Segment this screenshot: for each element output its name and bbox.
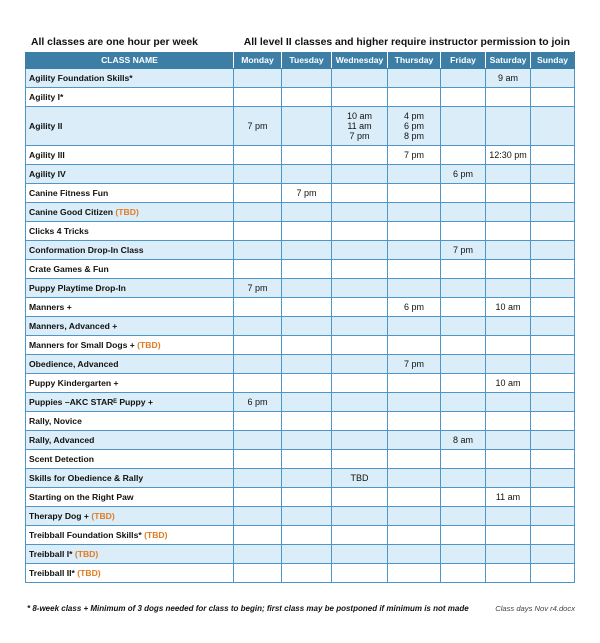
schedule-cell-sunday (531, 431, 575, 450)
table-row (26, 526, 575, 545)
schedule-cell-sunday (531, 107, 575, 146)
schedule-cell-thursday (388, 184, 441, 203)
schedule-cell-tuesday (282, 488, 332, 507)
time-entry: 6 pm (403, 121, 424, 131)
schedule-cell-tuesday (282, 507, 332, 526)
schedule-cell-wednesday (332, 279, 388, 298)
schedule-cell-saturday (486, 241, 531, 260)
schedule-cell-tuesday (282, 107, 332, 146)
class-name-cell (26, 526, 234, 545)
schedule-cell-sunday (531, 298, 575, 317)
schedule-cell-thursday (388, 488, 441, 507)
class-name-cell (26, 107, 234, 146)
schedule-cell-tuesday (282, 317, 332, 336)
table-row (26, 69, 575, 88)
class-name-cell (26, 336, 234, 355)
schedule-cell-wednesday (332, 336, 388, 355)
schedule-cell-tuesday (282, 336, 332, 355)
table-row (26, 374, 575, 393)
schedule-cell-wednesday (332, 488, 388, 507)
header-row (26, 52, 575, 69)
schedule-cell-friday (441, 107, 486, 146)
schedule-cell-friday (441, 393, 486, 412)
schedule-cell-monday (234, 412, 282, 431)
class-name-cell (26, 393, 234, 412)
schedule-cell-sunday (531, 374, 575, 393)
schedule-cell-tuesday (282, 526, 332, 545)
class-name-cell (26, 355, 234, 374)
schedule-cell-sunday (531, 393, 575, 412)
schedule-cell-tuesday (282, 222, 332, 241)
schedule-cell-sunday (531, 88, 575, 107)
class-name: Conformation Drop-In Class (29, 245, 144, 255)
table-row (26, 412, 575, 431)
schedule-cell-tuesday (282, 260, 332, 279)
schedule-cell-saturday (486, 336, 531, 355)
schedule-cell-wednesday (332, 107, 388, 146)
schedule-cell-friday (441, 336, 486, 355)
duration-note: All classes are one hour per week (31, 37, 198, 48)
schedule-cell-tuesday (282, 393, 332, 412)
schedule-cell-monday (234, 317, 282, 336)
table-row (26, 298, 575, 317)
schedule-cell-monday (234, 336, 282, 355)
schedule-cell-tuesday (282, 450, 332, 469)
schedule-cell-saturday (486, 279, 531, 298)
class-name-cell (26, 564, 234, 583)
schedule-cell-wednesday (332, 88, 388, 107)
schedule-cell-wednesday (332, 260, 388, 279)
schedule-cell-monday: 7 pm (234, 107, 282, 146)
class-name-cell (26, 260, 234, 279)
class-name: Agility Foundation Skills* (29, 73, 133, 83)
schedule-cell-thursday (388, 279, 441, 298)
schedule-cell-friday (441, 507, 486, 526)
schedule-cell-tuesday (282, 298, 332, 317)
tbd-label: (TBD) (144, 530, 168, 540)
schedule-cell-wednesday (332, 374, 388, 393)
table-row (26, 431, 575, 450)
schedule-cell-tuesday (282, 279, 332, 298)
schedule-cell-thursday (388, 526, 441, 545)
schedule-cell-monday (234, 298, 282, 317)
schedule-cell-thursday (388, 431, 441, 450)
schedule-cell-monday (234, 431, 282, 450)
page-headline (31, 37, 570, 51)
schedule-cell-thursday (388, 393, 441, 412)
schedule-cell-sunday (531, 279, 575, 298)
class-name: Agility IV (29, 169, 66, 179)
schedule-cell-wednesday (332, 146, 388, 165)
schedule-cell-thursday (388, 260, 441, 279)
schedule-cell-monday (234, 450, 282, 469)
schedule-cell-saturday (486, 107, 531, 146)
schedule-cell-friday (441, 279, 486, 298)
schedule-cell-wednesday (332, 450, 388, 469)
class-name: Canine Good Citizen (29, 207, 114, 217)
class-name: Puppy Playtime Drop-In (29, 283, 126, 293)
schedule-cell-saturday: 11 am (486, 488, 531, 507)
schedule-cell-monday (234, 241, 282, 260)
schedule-cell-wednesday (332, 184, 388, 203)
schedule-cell-tuesday (282, 69, 332, 88)
class-name: Puppy Kindergarten + (29, 378, 119, 388)
table-row (26, 317, 575, 336)
class-name: Puppies –AKC STARᴱ Puppy + (29, 397, 153, 407)
schedule-cell-sunday (531, 146, 575, 165)
schedule-cell-saturday (486, 564, 531, 583)
page-footer (27, 604, 575, 616)
schedule-cell-saturday (486, 184, 531, 203)
schedule-cell-friday (441, 545, 486, 564)
schedule-cell-saturday (486, 317, 531, 336)
schedule-cell-saturday (486, 260, 531, 279)
schedule-cell-thursday (388, 545, 441, 564)
table-row (26, 450, 575, 469)
schedule-cell-wednesday (332, 507, 388, 526)
schedule-cell-friday (441, 69, 486, 88)
table-row (26, 241, 575, 260)
schedule-cell-monday (234, 545, 282, 564)
schedule-cell-thursday (388, 469, 441, 488)
schedule-cell-friday (441, 260, 486, 279)
schedule-cell-saturday (486, 545, 531, 564)
schedule-cell-wednesday (332, 69, 388, 88)
class-name: Treibball II* (29, 568, 75, 578)
schedule-cell-monday (234, 355, 282, 374)
schedule-cell-sunday (531, 336, 575, 355)
class-name: Treibball I* (29, 549, 73, 559)
schedule-cell-saturday (486, 88, 531, 107)
class-name-cell (26, 279, 234, 298)
schedule-cell-tuesday (282, 374, 332, 393)
schedule-cell-saturday (486, 526, 531, 545)
schedule-cell-friday (441, 88, 486, 107)
schedule-cell-sunday (531, 222, 575, 241)
schedule-cell-wednesday (332, 412, 388, 431)
table-row (26, 222, 575, 241)
schedule-cell-sunday (531, 203, 575, 222)
schedule-cell-thursday (388, 374, 441, 393)
schedule-cell-tuesday (282, 146, 332, 165)
class-name-cell (26, 222, 234, 241)
schedule-cell-wednesday (332, 355, 388, 374)
schedule-cell-monday: 7 pm (234, 279, 282, 298)
table-row (26, 184, 575, 203)
schedule-cell-wednesday (332, 222, 388, 241)
schedule-cell-thursday (388, 450, 441, 469)
schedule-cell-thursday: 7 pm (388, 146, 441, 165)
schedule-cell-monday: 6 pm (234, 393, 282, 412)
schedule-cell-tuesday (282, 564, 332, 583)
class-name: Skills for Obedience & Rally (29, 473, 144, 483)
schedule-cell-thursday (388, 317, 441, 336)
table-header (26, 52, 575, 69)
tbd-label: (TBD) (115, 207, 139, 217)
schedule-cell-friday: 6 pm (441, 165, 486, 184)
schedule-cell-tuesday (282, 241, 332, 260)
schedule-cell-monday (234, 526, 282, 545)
schedule-cell-sunday (531, 260, 575, 279)
schedule-cell-friday (441, 355, 486, 374)
schedule-cell-thursday (388, 69, 441, 88)
schedule-cell-thursday (388, 564, 441, 583)
schedule-cell-saturday: 10 am (486, 374, 531, 393)
schedule-cell-saturday: 10 am (486, 298, 531, 317)
table-row (26, 279, 575, 298)
class-name: Therapy Dog + (29, 511, 89, 521)
column-header-sunday: Sunday (531, 52, 575, 69)
class-name-cell (26, 88, 234, 107)
schedule-cell-sunday (531, 241, 575, 260)
table-row (26, 355, 575, 374)
schedule-cell-sunday (531, 165, 575, 184)
schedule-cell-thursday (388, 507, 441, 526)
schedule-cell-thursday (388, 222, 441, 241)
class-name: Scent Detection (29, 454, 94, 464)
time-entry: 11 am (347, 121, 372, 131)
class-name: Agility III (29, 150, 65, 160)
class-name-cell (26, 69, 234, 88)
schedule-cell-saturday: 12:30 pm (486, 146, 531, 165)
schedule-cell-sunday (531, 184, 575, 203)
schedule-cell-thursday (388, 412, 441, 431)
schedule-cell-saturday (486, 507, 531, 526)
schedule-cell-tuesday (282, 165, 332, 184)
schedule-cell-saturday (486, 393, 531, 412)
schedule-cell-friday (441, 184, 486, 203)
table-row (26, 488, 575, 507)
class-name: Manners + (29, 302, 72, 312)
schedule-cell-monday (234, 69, 282, 88)
class-name-cell (26, 374, 234, 393)
schedule-cell-friday: 7 pm (441, 241, 486, 260)
schedule-cell-sunday (531, 450, 575, 469)
tbd-label: (TBD) (74, 549, 99, 559)
schedule-cell-sunday (531, 564, 575, 583)
class-name-cell (26, 507, 234, 526)
schedule-cell-thursday (388, 88, 441, 107)
schedule-cell-thursday (388, 241, 441, 260)
table-row (26, 393, 575, 412)
table-row (26, 507, 575, 526)
schedule-cell-saturday (486, 431, 531, 450)
schedule-cell-wednesday (332, 393, 388, 412)
class-name: Agility I* (29, 92, 64, 102)
permission-note: All level II classes and higher require instructor permission to join (243, 37, 570, 48)
schedule-cell-friday (441, 146, 486, 165)
schedule-cell-friday (441, 298, 486, 317)
schedule-cell-monday (234, 88, 282, 107)
class-name-cell (26, 431, 234, 450)
schedule-cell-wednesday (332, 317, 388, 336)
time-entry: 7 pm (349, 131, 370, 141)
class-name-cell (26, 184, 234, 203)
schedule-cell-wednesday (332, 545, 388, 564)
table-body (26, 69, 575, 583)
class-name-cell (26, 317, 234, 336)
table-row (26, 107, 575, 146)
schedule-cell-tuesday (282, 355, 332, 374)
schedule-cell-wednesday (332, 203, 388, 222)
schedule-cell-friday (441, 564, 486, 583)
class-name: Clicks 4 Tricks (29, 226, 89, 236)
schedule-cell-friday (441, 450, 486, 469)
schedule-cell-wednesday (332, 526, 388, 545)
schedule-cell-monday (234, 222, 282, 241)
schedule-cell-wednesday (332, 165, 388, 184)
schedule-cell-friday (441, 317, 486, 336)
column-header-thursday: Thursday (388, 52, 441, 69)
schedule-cell-saturday (486, 450, 531, 469)
time-entry: 10 am (346, 111, 372, 121)
schedule-cell-sunday (531, 526, 575, 545)
schedule-cell-monday (234, 260, 282, 279)
schedule-cell-sunday (531, 469, 575, 488)
schedule-cell-monday (234, 184, 282, 203)
document-filename: Class days Nov r4.docx (495, 604, 575, 613)
schedule-cell-saturday (486, 412, 531, 431)
class-name: Crate Games & Fun (29, 264, 109, 274)
class-name-cell (26, 450, 234, 469)
schedule-cell-sunday (531, 317, 575, 336)
tbd-label: (TBD) (137, 340, 161, 350)
class-name-cell (26, 241, 234, 260)
schedule-cell-saturday (486, 355, 531, 374)
schedule-cell-tuesday (282, 203, 332, 222)
class-name-cell (26, 203, 234, 222)
schedule-cell-sunday (531, 69, 575, 88)
class-name: Canine Fitness Fun (29, 188, 109, 198)
schedule-cell-monday (234, 165, 282, 184)
schedule-cell-friday (441, 203, 486, 222)
schedule-cell-wednesday (332, 241, 388, 260)
schedule-cell-sunday (531, 412, 575, 431)
schedule-cell-friday (441, 526, 486, 545)
column-header-monday: Monday (234, 52, 282, 69)
class-name: Treibball Foundation Skills* (29, 530, 142, 540)
schedule-cell-friday (441, 488, 486, 507)
table-row (26, 203, 575, 222)
schedule-cell-monday (234, 146, 282, 165)
schedule-cell-sunday (531, 355, 575, 374)
schedule-cell-monday (234, 203, 282, 222)
schedule-cell-friday (441, 222, 486, 241)
class-name-cell (26, 488, 234, 507)
table-row (26, 88, 575, 107)
class-name: Rally, Advanced (29, 435, 95, 445)
class-name: Manners, Advanced + (29, 321, 118, 331)
table-row (26, 545, 575, 564)
class-name-cell (26, 545, 234, 564)
column-header-class-name: CLASS NAME (26, 52, 234, 69)
class-name: Manners for Small Dogs + (29, 340, 135, 350)
table-row (26, 336, 575, 355)
table-row (26, 146, 575, 165)
schedule-cell-tuesday: 7 pm (282, 184, 332, 203)
table-row (26, 469, 575, 488)
class-name: Starting on the Right Paw (29, 492, 134, 502)
tbd-label: (TBD) (77, 568, 101, 578)
schedule-cell-friday (441, 374, 486, 393)
schedule-cell-monday (234, 507, 282, 526)
class-name: Agility II (29, 121, 63, 131)
class-name-cell (26, 469, 234, 488)
class-name-cell (26, 165, 234, 184)
schedule-cell-thursday (388, 336, 441, 355)
schedule-cell-thursday: 7 pm (388, 355, 441, 374)
time-entry: 4 pm (403, 111, 424, 121)
tbd-label: (TBD) (91, 511, 115, 521)
schedule-cell-tuesday (282, 545, 332, 564)
class-name-cell (26, 146, 234, 165)
schedule-cell-tuesday (282, 88, 332, 107)
schedule-cell-wednesday (332, 564, 388, 583)
table-row (26, 260, 575, 279)
schedule-cell-tuesday (282, 412, 332, 431)
column-header-tuesday: Tuesday (282, 52, 332, 69)
schedule-cell-sunday (531, 488, 575, 507)
schedule-cell-saturday (486, 222, 531, 241)
column-header-wednesday: Wednesday (332, 52, 388, 69)
schedule-cell-friday (441, 412, 486, 431)
column-header-saturday: Saturday (486, 52, 531, 69)
schedule-cell-tuesday (282, 431, 332, 450)
schedule-cell-saturday (486, 203, 531, 222)
schedule-cell-monday (234, 488, 282, 507)
schedule-cell-wednesday (332, 431, 388, 450)
class-schedule-table (25, 51, 575, 583)
schedule-cell-monday (234, 564, 282, 583)
schedule-cell-monday (234, 374, 282, 393)
table-row (26, 165, 575, 184)
table-row (26, 564, 575, 583)
schedule-cell-sunday (531, 507, 575, 526)
schedule-cell-saturday (486, 469, 531, 488)
time-entry: 8 pm (403, 131, 424, 141)
schedule-cell-thursday (388, 165, 441, 184)
class-name: Rally, Novice (29, 416, 82, 426)
schedule-cell-friday: 8 am (441, 431, 486, 450)
column-header-friday: Friday (441, 52, 486, 69)
class-name-cell (26, 298, 234, 317)
schedule-cell-thursday (388, 203, 441, 222)
footnote: * 8-week class + Minimum of 3 dogs needed for class to begin; first class may be postponed if minimum is not made (27, 604, 469, 613)
schedule-cell-sunday (531, 545, 575, 564)
class-name: Obedience, Advanced (29, 359, 119, 369)
class-name-cell (26, 412, 234, 431)
schedule-cell-thursday: 6 pm (388, 298, 441, 317)
schedule-cell-tuesday (282, 469, 332, 488)
schedule-cell-saturday: 9 am (486, 69, 531, 88)
schedule-cell-thursday (388, 107, 441, 146)
schedule-cell-friday (441, 469, 486, 488)
schedule-cell-saturday (486, 165, 531, 184)
schedule-cell-monday (234, 469, 282, 488)
schedule-cell-wednesday: TBD (332, 469, 388, 488)
schedule-cell-wednesday (332, 298, 388, 317)
